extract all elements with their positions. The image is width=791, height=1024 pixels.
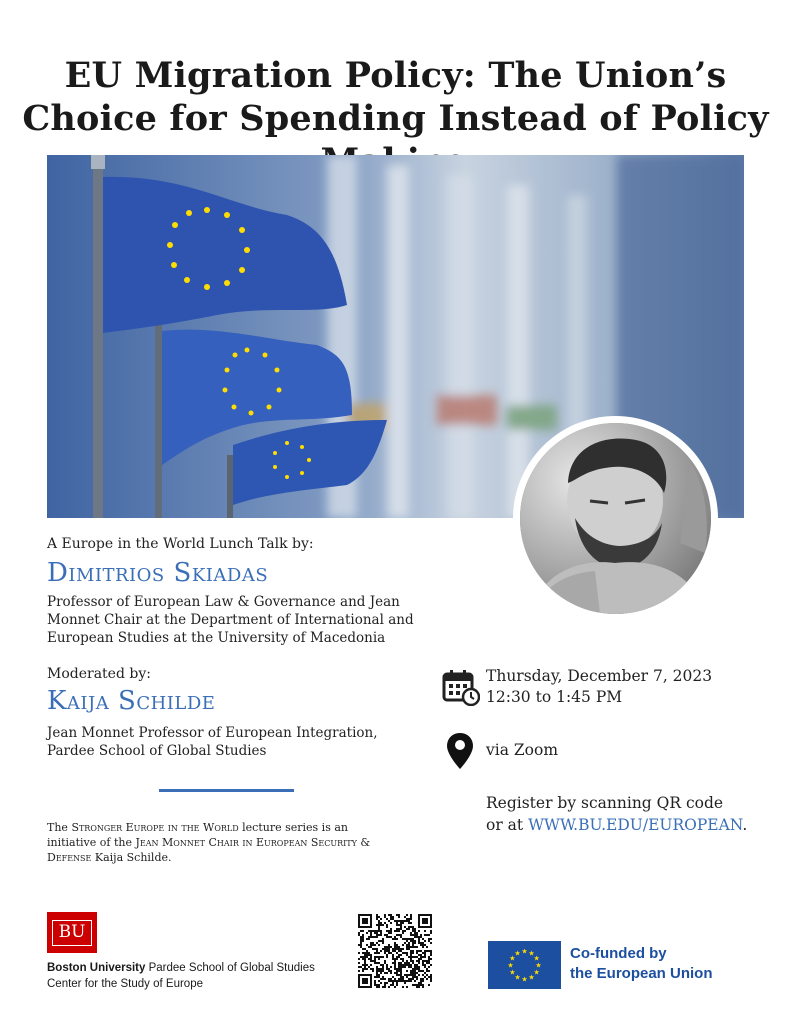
register-link-line [486,816,747,834]
eu-cofunded-line2: the European Union [570,965,713,982]
eu-flag-icon [488,941,561,989]
bu-center-name: Center for the Study of Europe [47,978,203,990]
moderator-name: Kaija Schilde [47,686,216,716]
bu-school: Pardee School of Global Studies [145,962,315,974]
series-note-text-3: Kaija Schilde. [91,851,172,864]
talk-series-label: A Europe in the World Lunch Talk by: [47,536,314,552]
eu-cofunded-line1: Co-funded by [570,945,667,962]
eu-star-icon: ★ [533,954,540,963]
bu-school-name [47,962,315,974]
bu-logo [47,912,97,953]
bu-name: Boston University [47,962,146,974]
event-time: 12:30 to 1:45 PM [486,688,623,706]
chair-name: Jean Monnet Chair in European Security & Defense [47,836,371,864]
eu-star-icon: ★ [533,968,540,977]
page-title: EU Migration Policy: The Union’s Choice for Spending Instead of Policy [22,55,769,139]
speaker-description: Professor of European Law & Governance and Jean Monnet Chair at the Department of International and European Studies at the University of Macedonia [47,594,414,646]
eu-star-icon: ★ [521,947,528,956]
eu-star-icon: ★ [528,973,535,982]
series-note [47,820,377,865]
series-note-text-2: lecture series is an initiative of the [47,821,348,849]
speaker-photo [513,416,718,621]
register-suffix: . [742,816,748,834]
eu-star-icon: ★ [507,961,514,970]
eu-star-icon: ★ [509,954,516,963]
eu-star-icon: ★ [514,949,521,958]
eu-star-icon: ★ [521,975,528,984]
registration-qr-code[interactable] [358,914,432,988]
event-location: via Zoom [486,741,559,759]
eu-star-icon: ★ [535,961,542,970]
event-date: Thursday, December 7, 2023 [486,667,713,685]
register-link[interactable]: WWW.BU.EDU/EUROPEAN [528,816,743,834]
eu-star-icon: ★ [528,949,535,958]
eu-star-icon: ★ [509,968,516,977]
map-pin-icon [446,732,474,770]
bu-logo-text: BU [52,920,92,946]
series-note-text-1: The [47,821,72,834]
register-prefix: or at [486,816,529,834]
speaker-name: Dimitrios Skiadas [47,558,269,588]
series-name: Stronger Europe in the World [71,821,239,834]
eu-star-icon: ★ [514,973,521,982]
calendar-clock-icon [442,668,480,706]
moderator-label: Moderated by: [47,666,151,682]
moderator-description: Jean Monnet Professor of European Integration, Pardee School of Global Studies [47,725,378,759]
register-instructions: Register by scanning QR code [486,794,724,812]
speaker-photo-image [520,423,711,614]
section-divider [159,789,294,792]
